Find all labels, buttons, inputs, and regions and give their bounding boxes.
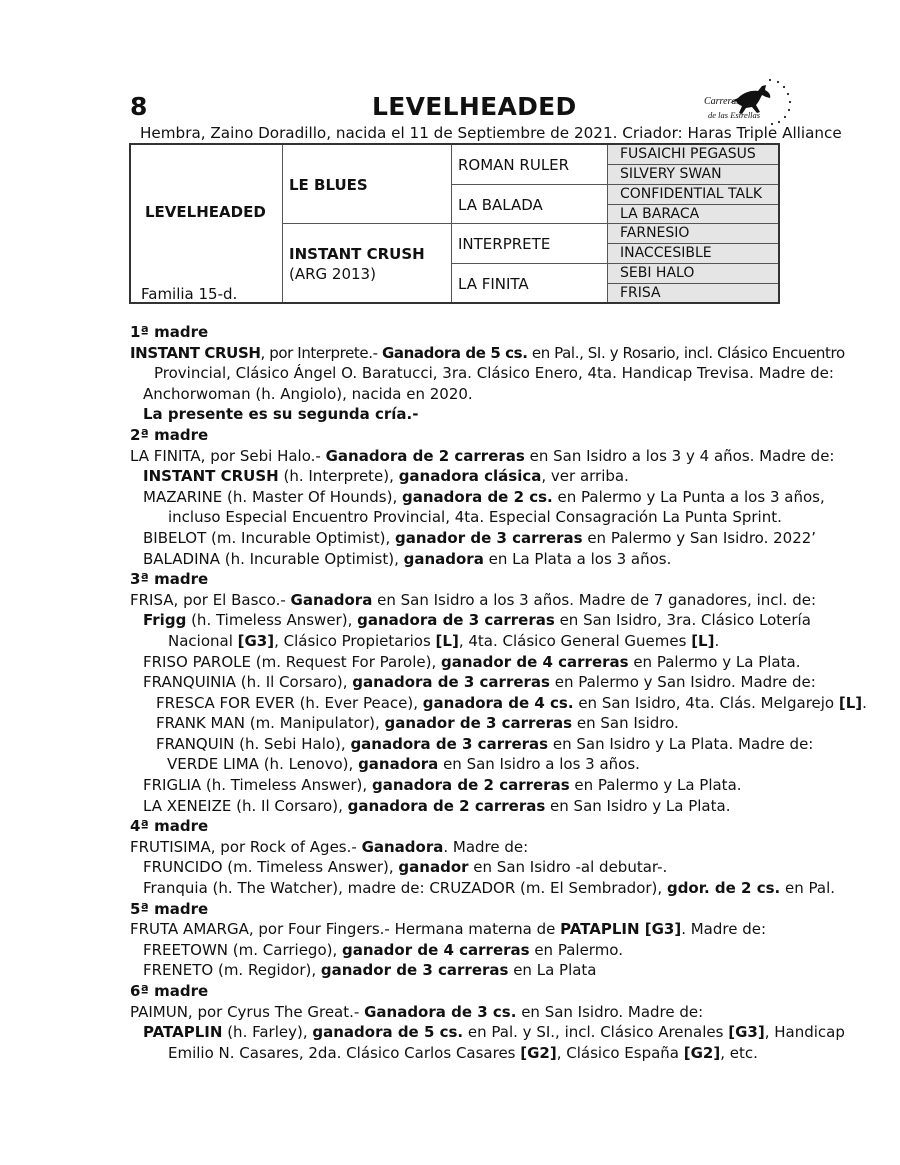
produce-note: La presente es su segunda cría.- (143, 405, 419, 424)
pedigree-gen3-cell (452, 223, 608, 263)
pedigree-dam-cell (283, 223, 452, 302)
dam-heading: 2ª madre (130, 425, 209, 444)
produce-entry: Frigg (h. Timeless Answer), ganadora de 3 carreras en San Isidro, 3ra. Clásico Lotería (143, 611, 811, 630)
dam-entry: FRUTISIMA, por Rock of Ages.- Ganadora. Madre de: (130, 837, 529, 856)
dam-entry: INSTANT CRUSH, por Interprete.- Ganadora de 5 cs. en Pal., SI. y Rosario, incl. Clásico Encuentro (130, 343, 845, 362)
dam-heading: 4ª madre (130, 817, 209, 836)
grandproduce-entry: FRANQUIN (h. Sebi Halo), ganadora de 3 carreras en San Isidro y La Plata. Madre de: (156, 734, 814, 753)
pedigree-gen3-name: ROMAN RULER (458, 156, 570, 174)
pedigree-dam: INSTANT CRUSH (289, 245, 425, 263)
pedigree-gen3-cell (452, 145, 608, 184)
pedigree-subject: LEVELHEADED (145, 203, 266, 221)
logo-text-line1: Carreras (704, 96, 741, 107)
dam-entry: LA FINITA, por Sebi Halo.- Ganadora de 2 carreras en San Isidro a los 3 y 4 años. Madre de: (130, 446, 835, 465)
produce-entry: FRANQUINIA (h. Il Corsaro), ganadora de 3 carreras en Palermo y San Isidro. Madre de: (143, 673, 816, 692)
produce-entry: Anchorwoman (h. Angiolo), nacida en 2020. (143, 384, 473, 403)
dam-heading: 5ª madre (130, 899, 209, 918)
pedigree-gen4-cell: LA BARACA (608, 204, 778, 223)
produce-entry-continued: Emilio N. Casares, 2da. Clásico Carlos Casares [G2], Clásico España [G2], etc. (168, 1043, 758, 1062)
dam-heading: 6ª madre (130, 982, 209, 1000)
carreras-de-las-estrellas-logo (700, 74, 795, 130)
pedigree-gen4-cell: FUSAICHI PEGASUS (608, 145, 778, 164)
grandproduce-entry: FRANK MAN (m. Manipulator), ganador de 3 carreras en San Isidro. (156, 714, 679, 733)
horse-description: Hembra, Zaino Doradillo, nacida el 11 de Septiembre de 2021. Criador: Haras Triple Alliance (140, 124, 842, 142)
grandproduce-entry: FRESCA FOR EVER (h. Ever Peace), ganadora de 4 cs. en San Isidro, 4ta. Clás. Melgarejo [L]. (156, 693, 867, 712)
produce-entry: INSTANT CRUSH (h. Interprete), ganadora clásica, ver arriba. (143, 467, 629, 486)
great-grandproduce-entry: VERDE LIMA (h. Lenovo), ganadora en San Isidro a los 3 años. (167, 755, 640, 774)
produce-entry: BALADINA (h. Incurable Optimist), ganadora en La Plata a los 3 años. (143, 549, 672, 568)
pedigree-subject-cell (131, 145, 283, 302)
dam-entry: FRISA, por El Basco.- Ganadora en San Isidro a los 3 años. Madre de 7 ganadores, incl. de: (130, 590, 816, 609)
pedigree-dam-note: (ARG 2013) (289, 265, 376, 283)
pedigree-sire: LE BLUES (289, 176, 368, 194)
produce-entry: FRENETO (m. Regidor), ganador de 3 carreras en La Plata (143, 961, 597, 980)
pedigree-table (129, 143, 780, 304)
dam-heading: 3ª madre (130, 570, 209, 589)
pedigree-gen3-cell (452, 184, 608, 223)
produce-entry: Franquia (h. The Watcher), madre de: CRUZADOR (m. El Sembrador), gdor. de 2 cs. en Pal. (143, 879, 836, 898)
pedigree-gen3-cell (452, 263, 608, 302)
produce-entry: FRIGLIA (h. Timeless Answer), ganadora de 2 carreras en Palermo y La Plata. (143, 776, 742, 795)
pedigree-gen4-cell: SEBI HALO (608, 263, 778, 283)
pedigree-family: Familia 15-d. (141, 285, 238, 303)
pedigree-gen3-name: LA BALADA (458, 196, 543, 214)
produce-entry: FREETOWN (m. Carriego), ganador de 4 carreras en Palermo. (143, 940, 623, 959)
dam-entry: PAIMUN, por Cyrus The Great.- Ganadora de 3 cs. en San Isidro. Madre de: (130, 1002, 704, 1021)
horse-name-title: LEVELHEADED (372, 92, 577, 121)
pedigree-gen3-name: INTERPRETE (458, 235, 551, 253)
pedigree-gen4-cell: FRISA (608, 283, 778, 302)
dam-entry-continued: Provincial, Clásico Ángel O. Baratucci, 3ra. Clásico Enero, 4ta. Handicap Trevisa. Madre de: (154, 364, 834, 383)
pedigree-gen3-name: LA FINITA (458, 275, 529, 293)
produce-entry-continued: Nacional [G3], Clásico Propietarios [L], 4ta. Clásico General Guemes [L]. (168, 631, 720, 650)
star-dots (769, 79, 791, 125)
pedigree-gen4-cell: FARNESIO (608, 223, 778, 243)
dam-heading: 1ª madre (130, 323, 209, 341)
dam-line-section (130, 322, 867, 1063)
produce-entry: FRISO PAROLE (m. Request For Parole), ganador de 4 carreras en Palermo y La Plata. (143, 652, 801, 671)
produce-entry: PATAPLIN (h. Farley), ganadora de 5 cs. en Pal. y SI., incl. Clásico Arenales [G3], Handicap (143, 1023, 845, 1042)
produce-entry: FRUNCIDO (m. Timeless Answer), ganador en San Isidro -al debutar-. (143, 858, 668, 877)
produce-entry: LA XENEIZE (h. Il Corsaro), ganadora de 2 carreras en San Isidro y La Plata. (143, 796, 731, 815)
dam-entry: FRUTA AMARGA, por Four Fingers.- Hermana materna de PATAPLIN [G3]. Madre de: (130, 920, 767, 939)
pedigree-gen4-cell: INACCESIBLE (608, 243, 778, 263)
logo-text-line2: de las Estrellas (708, 110, 761, 120)
produce-entry-continued: incluso Especial Encuentro Provincial, 4ta. Especial Consagración La Punta Sprint. (168, 508, 782, 527)
pedigree-gen4-cell: SILVERY SWAN (608, 164, 778, 184)
produce-entry: MAZARINE (h. Master Of Hounds), ganadora de 2 cs. en Palermo y La Punta a los 3 años, (143, 487, 825, 506)
produce-entry: BIBELOT (m. Incurable Optimist), ganador de 3 carreras en Palermo y San Isidro. 2022’ (143, 528, 817, 547)
pedigree-sire-cell (283, 145, 452, 223)
pedigree-gen4-cell: CONFIDENTIAL TALK (608, 184, 778, 204)
lot-number: 8 (130, 92, 148, 121)
